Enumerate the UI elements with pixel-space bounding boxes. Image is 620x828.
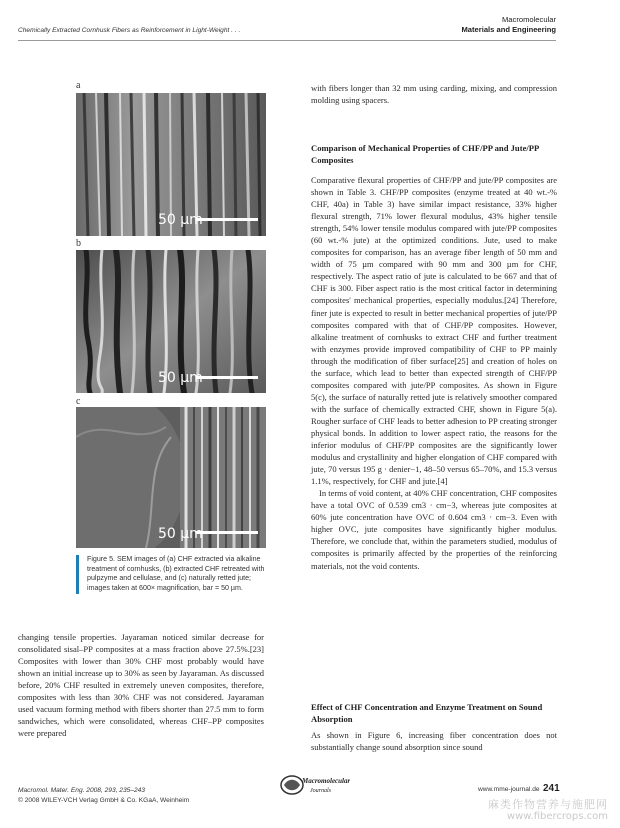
panel-c-letter: c <box>76 396 81 407</box>
panel-a-letter: a <box>76 80 81 91</box>
right-column-intro <box>311 82 557 106</box>
watermark-line1: 麻类作物营养与施肥网 <box>488 798 608 811</box>
panel-b-letter: b <box>76 238 81 249</box>
sem-image-b <box>76 250 266 393</box>
logo-line2: Journals <box>310 788 331 794</box>
section-heading-comparison: Comparison of Mechanical Properties of CHF/PP and Jute/PP Composites <box>311 143 539 165</box>
citation: Macromol. Mater. Eng. 2008, 293, 235–243 <box>18 787 145 794</box>
sem-image-a <box>76 93 266 236</box>
copyright: © 2008 WILEY-VCH Verlag GmbH & Co. KGaA, Weinheim <box>18 797 190 804</box>
header-rule <box>18 40 556 41</box>
section1-paragraph1: Comparative flexural properties of CHF/PP and jute/PP composites are shown in Table 3. CHF/PP composites (enzyme treated at 40 wt.-% CHF, 40a) in Table 3) have similar impact resistance, 33% higher flexural strength, 71% lower flexural modulus, 43% higher tensile strength, 54% lower tensile modulus compared with jute/PP composites (60 wt.-% jute) at the optimized conditions. Jute, used to make composites for comparison, has an average fiber length of 50 mm and width of 75 µm compared with 90 mm and 300 µm for CHF, respectively. The aspect ratio of jute is calculated to be 667 and that of CHF is 300. Fiber aspect ratio is the most critical factor in determining composites' mechanical properties, especially modulus.[24] Therefore, finer jute is expected to result in better mechanical properties of jute/PP composites compared with that of CHF/PP composites. However, alkaline treatment of cornhusks to extract CHF and further treatment with enzymes provide improved compatibility of CHF to PP mainly through the modification of fiber surface[25] and creation of holes on the surface, which lead to better than expected strength of CHF/PP composites compared with jute/PP composites. As shown in Figure 5(c), the surface of naturally retted jute is relatively smoother compared with the surface of chemically extracted CHF, shown in Figure 5(a). Rougher surface of CHF leads to better adhesion to PP creating stronger physical bonds. In addition to lower aspect ratio, the reasons for the inferior modulus of CHF/PP composites are the significantly lower modulus and crystallinity and higher elongation of CHF compared with jute, 70 versus 195 g · denier−1, 48–50 versus 65–70%, and 15.3 versus 1.1%, respectively, for CHF and jute.[4] <box>311 175 557 487</box>
scale-label-c: 50 µm <box>158 526 203 542</box>
figure-caption: Figure 5. SEM images of (a) CHF extracted via alkaline treatment of cornhusks, (b) extracted CHF retreated with pulpzyme and cellulase, and (c) naturally retted jute; images taken at 600× magnification, bar = 50 µm. <box>76 555 270 594</box>
scale-label-a: 50 µm <box>158 212 203 228</box>
running-title: Chemically Extracted Cornhusk Fibers as Reinforcement in Light-Weight . . . <box>18 27 241 34</box>
left-column-text <box>18 631 264 739</box>
watermark-line2: www.fibercrops.com <box>506 811 608 822</box>
page-number: 241 <box>543 783 560 794</box>
section2-paragraph1: As shown in Figure 6, increasing fiber concentration does not substantially change sound absorption since sound <box>311 730 557 753</box>
right-column-section2 <box>311 729 557 753</box>
journal-url[interactable]: www.mme-journal.de <box>478 786 540 793</box>
sem-image-c <box>76 407 266 548</box>
section1-paragraph2: In terms of void content, at 40% CHF concentration, CHF composites have a total OVC of 0.539 cm3 · cm−3, whereas jute composites at 60% jute concentration have OVC of 0.604 cm3 · cm−3. Even with higher OVC, jute composites have significantly higher modulus. Therefore, we conclude that, within the parameters studied, modulus of composites is primarily affected by the properties of the reinforcing materials, not the void contents. <box>311 488 557 571</box>
journal-name <box>461 15 556 34</box>
publisher-logo <box>280 774 350 796</box>
scale-label-b: 50 µm <box>158 370 203 386</box>
section-heading-sound: Effect of CHF Concentration and Enzyme Treatment on Sound Absorption <box>311 702 543 724</box>
journal-name-line1: Macromolecular <box>501 15 556 24</box>
journal-name-line2: Materials and Engineering <box>461 24 556 34</box>
logo-line1: Macromolecular <box>302 777 350 785</box>
intro-paragraph: with fibers longer than 32 mm using carding, mixing, and compression molding using spacers. <box>311 83 557 106</box>
left-paragraph: changing tensile properties. Jayaraman noticed similar decrease for consolidated sisal–PP composites at a mass fraction above 27.5%.[23] Composites with lower than 30% CHF most probably would have shown an initial increase up to 30% as seen by Jayaraman. As discussed before, 20% CHF resulted in extremely uneven composites, therefore, composites with less than 30% CHF was not considered. Jayaraman used vacuum forming method with fibers shorter than 27.5 mm to form sandwiches, which were consolidated, whereas CHF–PP composites were prepared <box>18 632 264 739</box>
right-column-section1 <box>311 174 557 572</box>
footer-citation-block <box>18 786 189 806</box>
